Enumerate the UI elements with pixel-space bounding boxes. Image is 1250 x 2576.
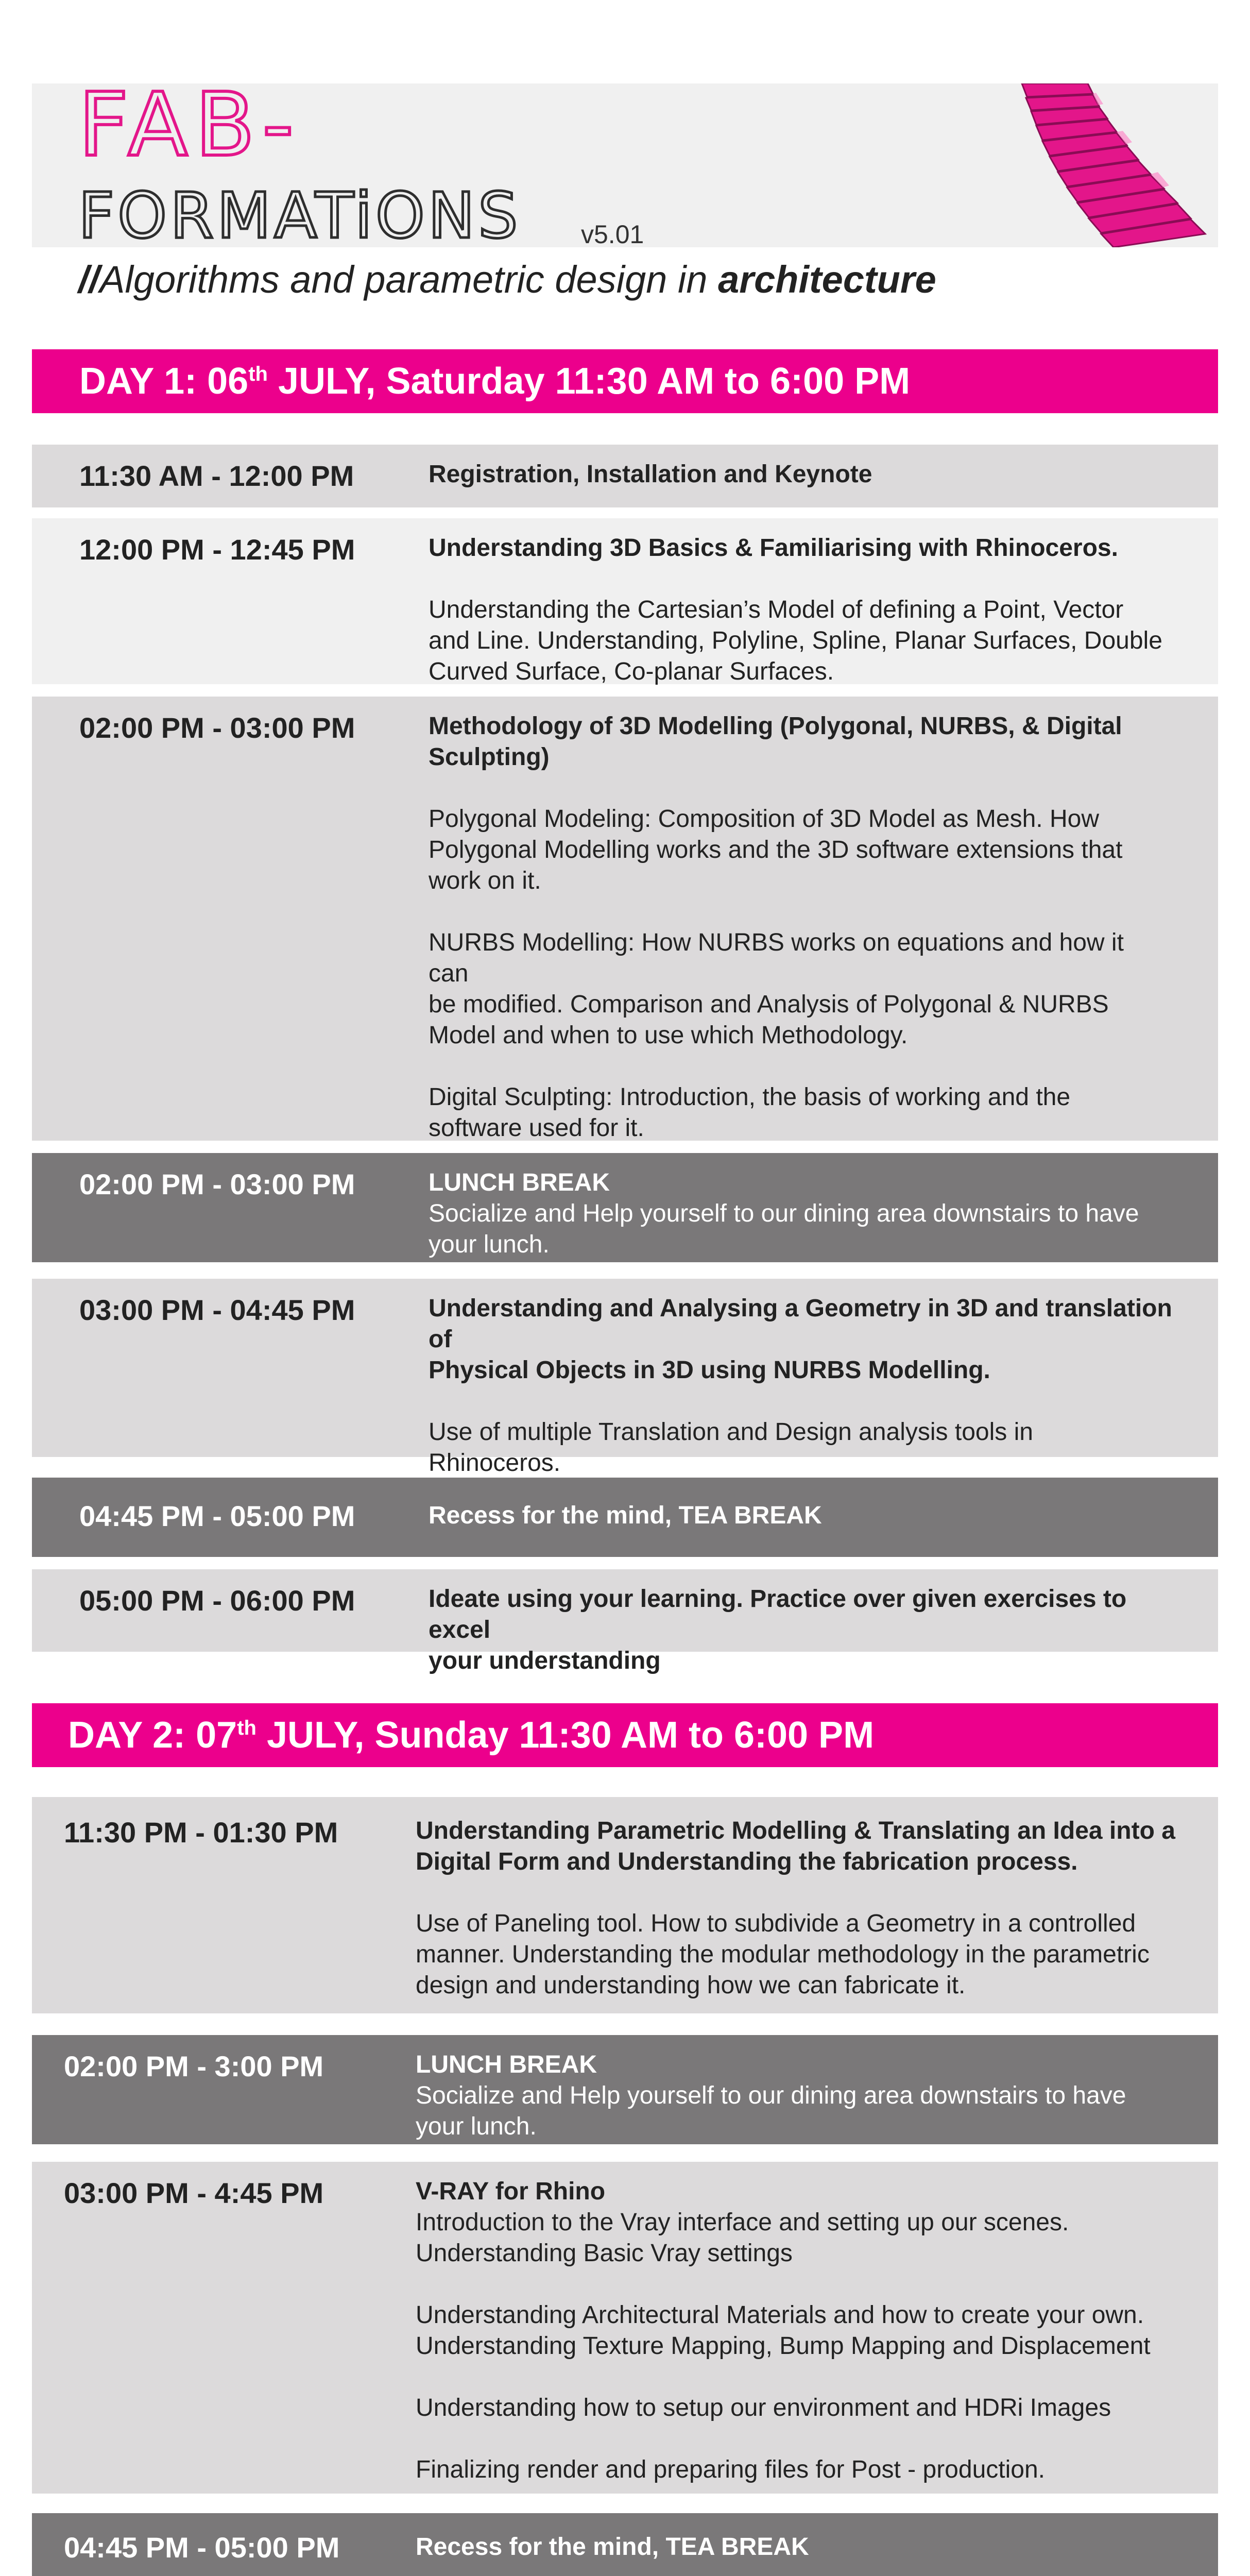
schedule-row [32, 2162, 1218, 2494]
row-title: Ideate using your learning. Practice over given exercises to excel your understanding [429, 1585, 1127, 1674]
row-time: 05:00 PM - 06:00 PM [79, 1584, 355, 1617]
row-paragraph: Socialize and Help yourself to our dining area downstairs to have your lunch. [429, 1200, 1139, 1258]
row-paragraph: Understanding how to setup our environment and HDRi Images [416, 2394, 1111, 2421]
row-time: 12:00 PM - 12:45 PM [79, 533, 355, 566]
day2-title-sup: th [237, 1717, 256, 1739]
row-paragraph: Understanding Architectural Materials and how to create your own. Understanding Texture Mapping, Bump Mapping and Displacement [416, 2301, 1151, 2360]
row-time: 03:00 PM - 4:45 PM [64, 2177, 324, 2209]
row-paragraph: Introduction to the Vray interface and setting up our scenes. Understanding Basic Vray settings [416, 2209, 1069, 2267]
schedule-row-break [32, 2513, 1218, 2576]
schedule-row [32, 445, 1218, 507]
row-description [416, 2176, 1190, 2485]
schedule-row [32, 1797, 1218, 2013]
row-paragraph: Socialize and Help yourself to our dining area downstairs to have your lunch. [416, 2082, 1126, 2140]
schedule-row [32, 518, 1218, 684]
tagline [78, 258, 936, 301]
row-time: 04:45 PM - 05:00 PM [79, 1500, 355, 1532]
logo-line-1: FAB- [78, 74, 301, 176]
row-title: Understanding 3D Basics & Familiarising with Rhinoceros. [429, 534, 1118, 562]
day1-header [32, 349, 1218, 413]
tagline-slashes: // [78, 258, 100, 301]
row-description [429, 1500, 1190, 1531]
row-paragraph: Understanding the Cartesian’s Model of defining a Point, Vector and Line. Understanding, Polyline, Spline, Planar Surfaces, Double Curved Surface, Co-planar Surfaces. [429, 596, 1162, 685]
logo-line-2: FORMATiONS [78, 179, 521, 252]
day2-title-rest: JULY, Sunday 11:30 AM to 6:00 PM [256, 1715, 875, 1756]
row-title: LUNCH BREAK [416, 2051, 597, 2078]
schedule-row-break [32, 1478, 1218, 1557]
row-description [416, 2049, 1190, 2142]
schedule-row [32, 697, 1218, 1141]
day1-title-sup: th [248, 363, 268, 385]
row-paragraph: Finalizing render and preparing files for Post - production. [416, 2456, 1045, 2483]
row-description [429, 1293, 1190, 1479]
row-time: 11:30 AM - 12:00 PM [79, 460, 354, 492]
row-description [416, 2532, 1190, 2563]
row-title: Recess for the mind, TEA BREAK [416, 2533, 809, 2561]
day1-title: DAY 1: 06 [79, 361, 249, 402]
row-description [429, 533, 1190, 687]
tagline-bold: architecture [718, 258, 936, 301]
row-title: LUNCH BREAK [429, 1169, 610, 1196]
row-paragraph: Digital Sculpting: Introduction, the basis of working and the software used for it. [429, 1083, 1071, 1142]
row-title: Recess for the mind, TEA BREAK [429, 1502, 822, 1529]
row-description [429, 459, 1190, 490]
row-description [429, 1584, 1190, 1676]
schedule-row [32, 1279, 1218, 1477]
row-paragraph: Use of Paneling tool. How to subdivide a Geometry in a controlled manner. Understanding the modular methodology in the parametric design and understanding how we can fabricate it. [416, 1910, 1150, 1999]
row-description [416, 1816, 1190, 2001]
row-title: Registration, Installation and Keynote [429, 461, 872, 488]
tower-graphic [1016, 83, 1218, 247]
row-paragraph: NURBS Modelling: How NURBS works on equations and how it can be modified. Comparison and Analysis of Polygonal & NURBS Model and when to use which Methodology. [429, 929, 1124, 1049]
row-title: Methodology of 3D Modelling (Polygonal, NURBS, & Digital Sculpting) [429, 713, 1122, 771]
tagline-text: Algorithms and parametric design in [99, 258, 718, 301]
row-title: Understanding and Analysing a Geometry in 3D and translation of Physical Objects in 3D using NURBS Modelling. [429, 1295, 1172, 1384]
row-title: V-RAY for Rhino [416, 2178, 606, 2205]
row-paragraph: Polygonal Modeling: Composition of 3D Model as Mesh. How Polygonal Modelling works and the 3D software extensions that work on it. [429, 805, 1123, 894]
row-time: 02:00 PM - 3:00 PM [64, 2050, 324, 2082]
schedule-row-break [32, 1153, 1218, 1262]
row-time: 02:00 PM - 03:00 PM [79, 1168, 355, 1200]
row-paragraph: Use of multiple Translation and Design analysis tools in Rhinoceros. [429, 1418, 1033, 1477]
row-time: 04:45 PM - 05:00 PM [64, 2531, 340, 2564]
row-description [429, 711, 1190, 1144]
schedule-row [32, 1569, 1218, 1674]
row-time: 11:30 PM - 01:30 PM [64, 1816, 338, 1849]
row-title: Understanding Parametric Modelling & Translating an Idea into a Digital Form and Understanding the fabrication process. [416, 1817, 1175, 1875]
day1-title-rest: JULY, Saturday 11:30 AM to 6:00 PM [267, 361, 911, 402]
row-description [429, 1167, 1190, 1260]
row-time: 03:00 PM - 04:45 PM [79, 1294, 355, 1326]
schedule-row-break [32, 2035, 1218, 2144]
day2-title: DAY 2: 07 [68, 1715, 237, 1756]
day2-header [32, 1703, 1218, 1767]
row-time: 02:00 PM - 03:00 PM [79, 711, 355, 744]
version-label: v5.01 [581, 220, 644, 249]
